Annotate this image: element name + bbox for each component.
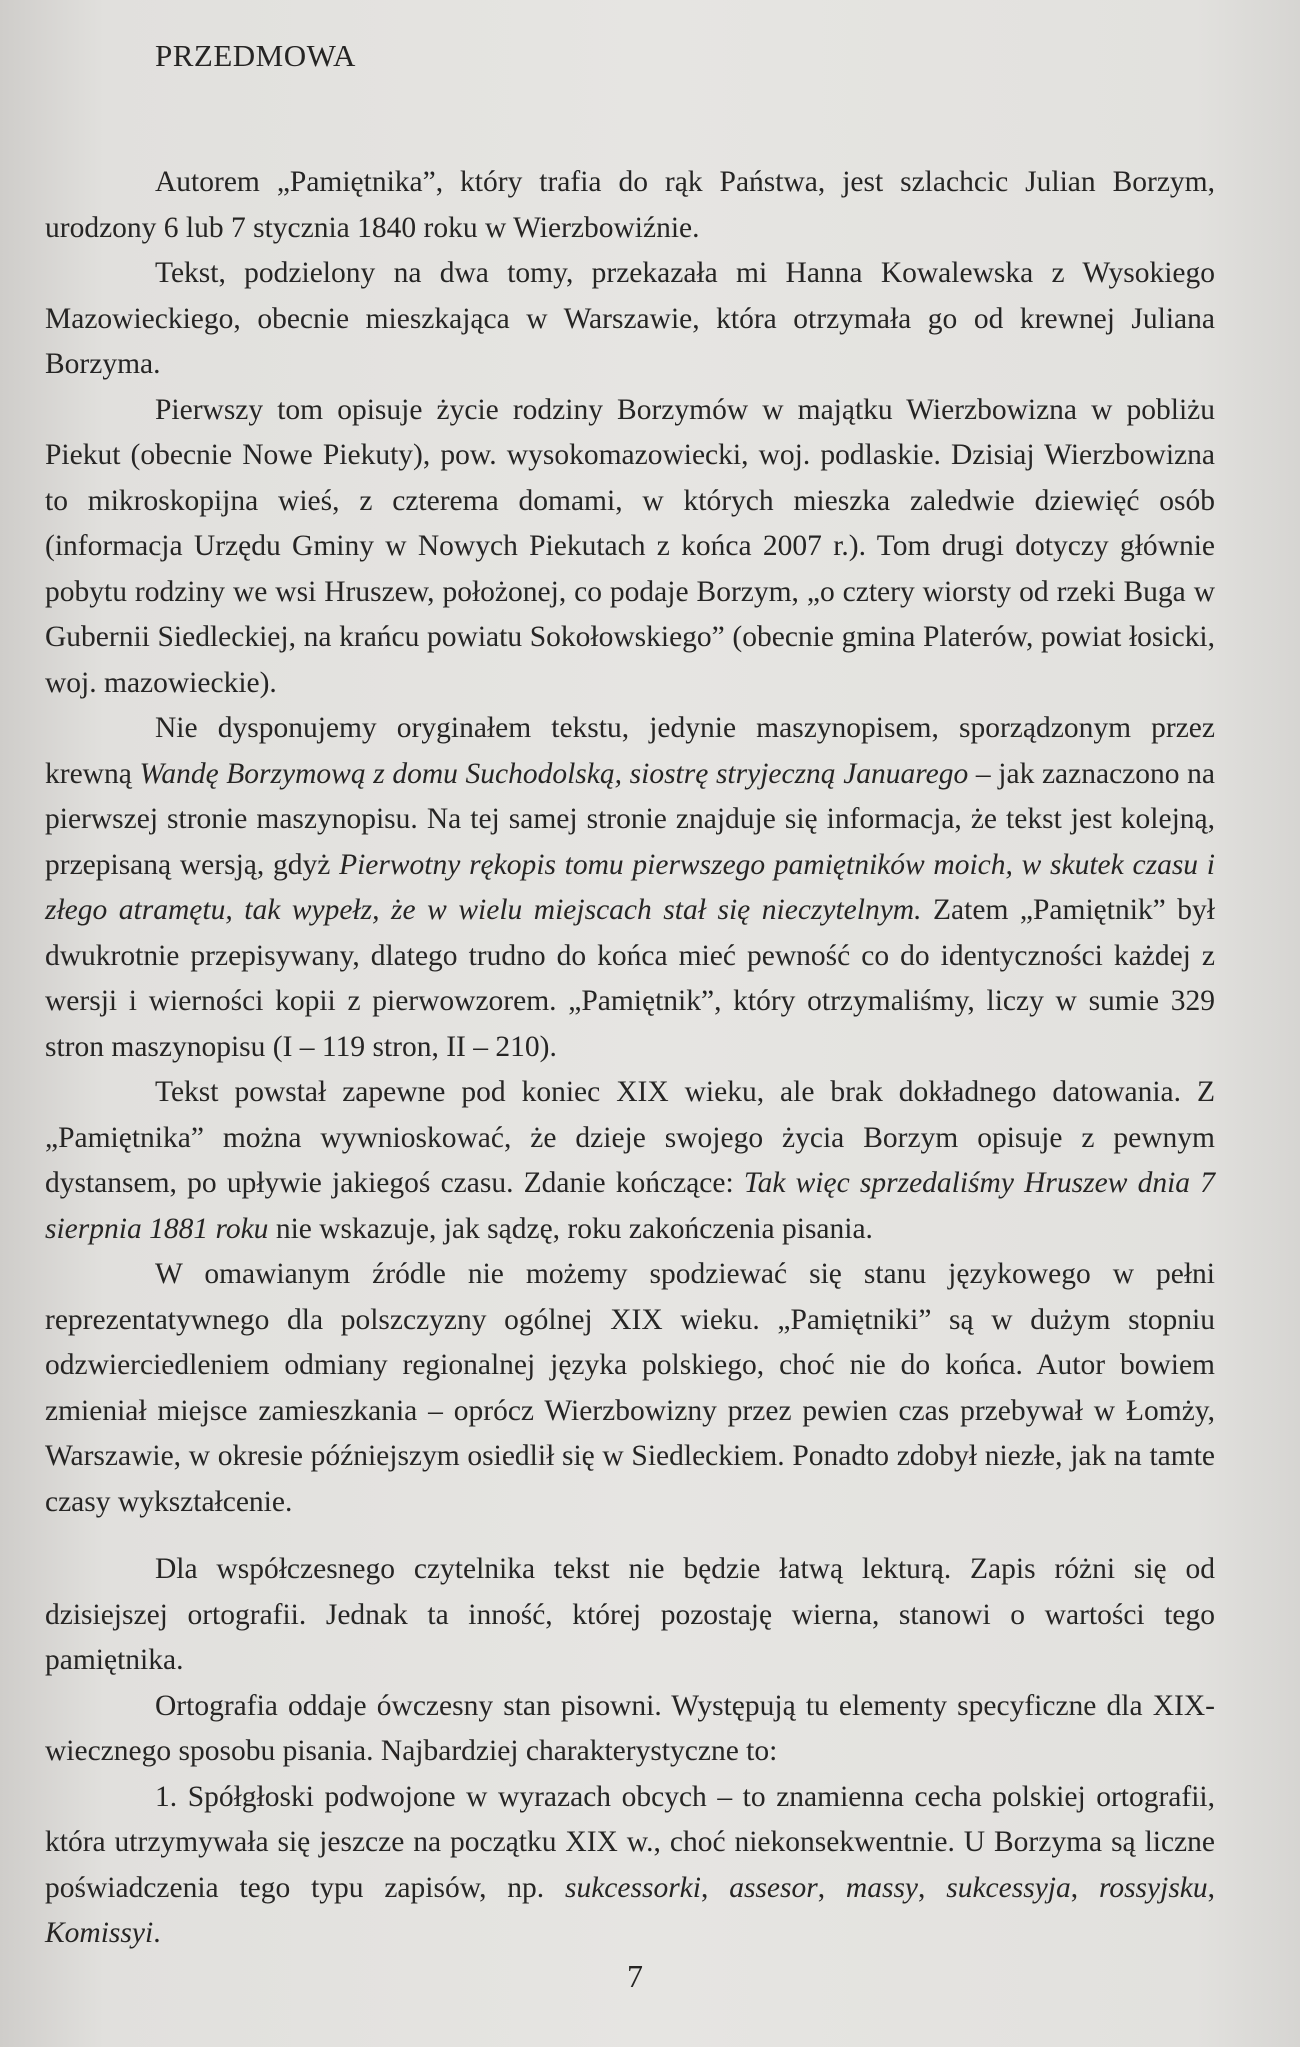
italic-text: Komissyi [45, 1917, 154, 1949]
text-run: Pierwszy tom opisuje życie rodziny Borzymów w majątku Wierzbowizna w pobliżu Piekut (obecnie Nowe Piekuty), pow. wysokomazowiecki, woj. podlaskie. Dzisiaj Wierzbowizna to mikroskopijna wieś, z czterema domami, w których mieszka zaledwie dziewięć osób (informacja Urzędu Gminy w Nowych Piekutach z końca 2007 r.). Tom drugi dotyczy głównie pobytu rodziny we wsi Hruszew, położonej, co podaje Borzym, „o cztery wiorsty od rzeki Buga w Gubernii Siedleckiej, na krańcu powiatu Sokołowskiego” (obecnie gmina Platerów, powiat łosicki, woj. mazowieckie). [45, 393, 1215, 699]
paragraph [45, 1684, 1215, 1775]
chapter-heading: PRZEDMOWA [155, 38, 356, 73]
text-run: Ortografia oddaje ówczesny stan pisowni. Występują tu elementy specyficzne dla XIX-wiecznego sposobu pisania. Najbardziej charakterystyczne to: [45, 1689, 1215, 1767]
body-text [45, 160, 1215, 1957]
text-run: , [700, 1871, 730, 1904]
text-run: . [153, 1917, 161, 1949]
paragraph [45, 160, 1215, 251]
paragraph [45, 706, 1215, 1070]
text-run: Tekst, podzielony na dwa tomy, przekazała mi Hanna Kowalewska z Wysokiego Mazowieckiego, obecnie mieszkająca w Warszawie, która otrzymała go od krewnej Juliana Borzyma. [45, 257, 1215, 380]
text-run: Zatem „Pamiętnik” był dwukrotnie przepisywany, dlatego trudno do końca mieć pewność co do identyczności każdej z wersji i wierności kopii z pierwowzorem. „Pamiętnik”, który otrzymaliśmy, liczy w sumie 329 stron maszynopisu (I – 119 stron, II – 210). [45, 894, 1215, 1063]
text-run: Dla współczesnego czytelnika tekst nie będzie łatwą lekturą. Zapis różni się od dzisiejszej ortografii. Jednak ta inność, której pozostaję wierna, stanowi o wartości tego pamiętnika. [45, 1553, 1215, 1676]
italic-text: rossyjsku [1098, 1871, 1208, 1904]
text-run: W omawianym źródle nie możemy spodziewać się stanu językowego w pełni reprezentatywnego dla polszczyzny ogólnej XIX wieku. „Pamiętniki” są w dużym stopniu odzwierciedleniem odmiany regionalnej języka polskiego, choć nie do końca. Autor bowiem zmieniał miejsce zamieszkania – oprócz Wierzbowizny przez pewien czas przebywał w Łomży, Warszawie, w okresie późniejszym osiedlił się w Siedleckiem. Ponadto zdobył niezłe, jak na tamte czasy wykształcenie. [45, 1258, 1215, 1518]
paragraph [45, 1775, 1215, 1957]
text-run: nie wskazuje, jak sądzę, roku zakończenia pisania. [268, 1212, 873, 1245]
text-run: – jak zaznaczono na pierwszej stronie maszynopisu. Na tej samej stronie znajduje się informacja, że tekst jest kolejną, przepisaną wersją, gdyż [45, 757, 1215, 881]
text-run: , [1207, 1871, 1216, 1904]
paragraph [45, 388, 1215, 707]
italic-text: Wandę Borzymową z domu Suchodolską, siostrę stryjeczną Januarego [139, 757, 969, 790]
paragraph [45, 1070, 1215, 1252]
text-run: Tekst powstał zapewne pod koniec XIX wieku, ale brak dokładnego datowania. Z „Pamiętnika” można wywnioskować, że dzieje swojego życia Borzym opisuje z pewnym dystansem, po upływie jakiegoś czasu. Zdanie kończące: [45, 1076, 1215, 1199]
text-run: 1. Spółgłoski podwojone w wyrazach obcych – to znamienna cecha polskiej ortografii, która utrzymywała się jeszcze na początku XIX w., choć niekonsekwentnie. U Borzyma są liczne poświadczenia tego typu zapisów, np. [45, 1780, 1215, 1904]
text-run: Autorem „Pamiętnika”, który trafia do rąk Państwa, jest szlachcic Julian Borzym, urodzony 6 lub 7 stycznia 1840 roku w Wierzbowiźnie. [45, 166, 1215, 244]
text-run: , [918, 1871, 947, 1904]
text-run: , [817, 1871, 846, 1904]
paragraph [45, 251, 1215, 388]
italic-text: sukcessorki [564, 1871, 701, 1904]
italic-text: assesor [729, 1871, 818, 1904]
paragraph [45, 1252, 1215, 1525]
paragraph [45, 1547, 1215, 1684]
italic-text: massy [845, 1871, 919, 1904]
italic-text: sukcessyja [946, 1871, 1071, 1904]
text-run: , [1070, 1871, 1099, 1904]
page-number: 7 [627, 1958, 643, 1994]
italic-text: Tak więc sprzedaliśmy Hruszew dnia 7 sierpnia 1881 roku [45, 1167, 1215, 1245]
italic-text: Pierwotny rękopis tomu pierwszego pamiętników moich, w skutek czasu i złego atramętu, tak wypełz, że w wielu miejscach stał się nieczytelnym. [45, 848, 1215, 926]
text-run: Nie dysponujemy oryginałem tekstu, jedynie maszynopisem, sporządzonym przez krewną [45, 712, 1215, 790]
